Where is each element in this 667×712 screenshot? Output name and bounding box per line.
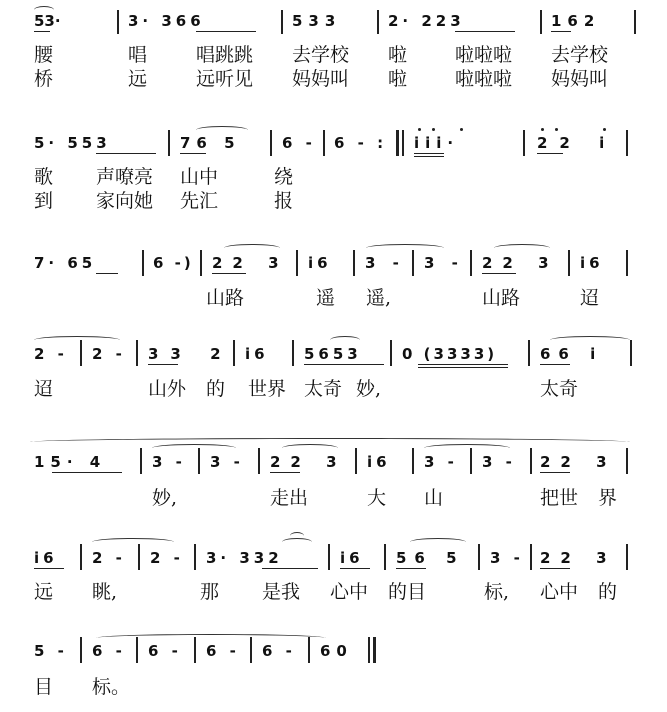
slur [224,244,280,252]
lyric: 啦 [388,44,408,66]
underline [262,568,318,569]
note-group: i6 [367,453,391,471]
note-group: i6 [34,549,58,567]
barline [140,448,142,474]
underline [96,273,118,274]
lyric: 的 [598,581,618,603]
barline [136,340,138,366]
lyric: 太奇 [540,378,579,400]
lyric: 的 [206,378,226,400]
note-group: 53· [34,12,61,30]
lyric: 的目 [388,581,427,603]
note-group: 22 3 [270,453,347,471]
note-group: 60 [320,642,353,660]
barline [568,250,570,276]
note-group: 2 - [92,549,126,567]
slur [424,444,510,452]
note-group: 6 - [262,642,296,660]
note-group: i6 [245,345,269,363]
lyric: 啦啦啦 [455,68,513,90]
barline [377,10,379,34]
barline [270,130,272,156]
note-group: i6 [308,254,332,272]
lyric: 妈妈叫 [551,68,609,90]
lyric: 家向她 [96,190,154,212]
underline [396,568,426,569]
lyric: 心中 [540,581,579,603]
note-group: 6 - [92,642,126,660]
note-group: 3 - [152,453,186,471]
lyric: 妙, [356,378,382,400]
note-group: 7· 65 [34,254,97,272]
slur [550,336,630,344]
barline [323,130,325,156]
note-group: i6 [580,254,604,272]
underline [540,472,570,473]
lyric: 去学校 [292,44,350,66]
note-group: 5· 553 [34,134,111,152]
note-group: 5653 [304,345,362,363]
lyric: 心中 [330,581,369,603]
note-group: 3· 366 [128,12,205,30]
underline [418,367,508,368]
final-barline-thin [368,637,370,663]
barline [626,448,628,474]
barline [136,637,138,663]
slur [92,538,174,546]
note-group: 15· 4 [34,453,107,471]
note-group: 2· 223 [388,12,465,30]
barline [540,10,542,34]
lyric: 目 [34,676,54,698]
lyric: 山路 [482,287,521,309]
barline [308,637,310,663]
barline [384,544,386,570]
lyric: 遥 [316,287,336,309]
barline [390,340,392,366]
lyric: 唱 [128,44,148,66]
note-group: 66 i [540,345,604,363]
note-group: 76 5 [180,134,241,152]
barline [626,544,628,570]
lyric: 山 [424,487,444,509]
underline [34,31,50,32]
note-group: 3 - [424,453,458,471]
lyric: 太奇 [304,378,343,400]
slur [196,126,248,134]
barline [470,250,472,276]
barline [626,130,628,156]
high-dot [541,128,544,131]
underline [52,472,122,473]
barline [233,340,235,366]
lyric: 是我 [262,581,301,603]
slur [34,6,54,14]
slur [34,336,120,344]
lyric: 歌 [34,166,54,188]
high-dot [555,128,558,131]
final-barline-thick [373,637,376,663]
underline [537,153,563,154]
note-group: 33 2 [148,345,233,363]
underline [212,273,246,274]
note-group: 2 - [34,345,68,363]
note-group: 6 -) [153,254,194,272]
lyric: 迢 [34,378,54,400]
lyric: 先汇 [180,190,219,212]
barline [250,637,252,663]
note-group: 0 (3333) [402,345,498,363]
slur [494,244,550,252]
barline [296,250,298,276]
underline [304,364,384,365]
underline [414,153,444,154]
lyric: 山中 [180,166,219,188]
barline [200,250,202,276]
barline [412,448,414,474]
note-group: 6 - : [334,134,388,152]
barline [353,250,355,276]
note-group: i6 [340,549,364,567]
underline [96,153,156,154]
slur [410,538,466,546]
note-group: 3 - [424,254,464,272]
note-group: 22 i [537,134,617,152]
lyric: 标。 [92,676,131,698]
repeat-barline [396,130,399,156]
lyric: 远听见 [196,68,254,90]
lyric: 遥, [366,287,392,309]
slur [152,444,236,452]
note-group: 6 - [206,642,240,660]
lyric: 那 [200,581,220,603]
barline [194,544,196,570]
note-group: 3 - [365,254,405,272]
note-group: 6 - [148,642,182,660]
note-group: 22 3 [482,254,559,272]
barline [530,448,532,474]
note-group: 22 3 [540,549,617,567]
lyric: 眺, [92,581,118,603]
note-group: 3 - [210,453,244,471]
lyric: 世界 [248,378,287,400]
underline [418,364,508,365]
underline [540,364,570,365]
lyric: 界 [598,487,618,509]
lyric: 远 [34,581,54,603]
barline [328,544,330,570]
note-group: 6 - [282,134,316,152]
note-group: 22 3 [540,453,617,471]
underline [196,31,256,32]
fermata [290,532,304,540]
underline [551,31,571,32]
barline [528,340,530,366]
barline [412,250,414,276]
note-group: 3· 332 [206,549,283,567]
underline [180,153,206,154]
lyric: 山外 [148,378,187,400]
slur [366,244,444,252]
lyric: 桥 [34,68,54,90]
underline [34,568,64,569]
lyric: 大 [367,487,387,509]
underline [270,472,300,473]
note-group: 22 3 [212,254,289,272]
lyric: 走出 [270,487,309,509]
barline [80,544,82,570]
lyric: 远 [128,68,148,90]
lyric: 妙, [152,487,178,509]
note-group: 2 - [150,549,184,567]
underline [414,156,444,157]
barline [626,250,628,276]
barline [478,544,480,570]
note-group: 162 [551,12,601,30]
underline [340,568,370,569]
barline [138,544,140,570]
lyric: 把世 [540,487,579,509]
note-group: 5 - [34,642,68,660]
note-group: iii· [414,134,460,152]
lyric: 山路 [206,287,245,309]
lyric: 绕 [274,166,294,188]
slur [282,444,338,452]
barline [355,448,357,474]
barline [142,250,144,276]
barline [80,637,82,663]
high-dot [432,128,435,131]
barline [281,10,283,34]
barline [630,340,632,366]
lyric: 妈妈叫 [292,68,350,90]
underline [148,364,178,365]
lyric: 到 [34,190,54,212]
barline [402,130,404,156]
barline [258,448,260,474]
high-dot [460,128,463,131]
note-group: 2 - [92,345,126,363]
barline [194,637,196,663]
lyric: 迢 [580,287,600,309]
lyric: 报 [274,190,294,212]
barline [168,130,170,156]
high-dot [603,128,606,131]
barline [634,10,636,34]
slur [96,634,326,642]
high-dot [418,128,421,131]
underline [540,568,570,569]
lyric: 啦 [388,68,408,90]
lyric: 标, [484,581,510,603]
note-group: 56 5 [396,549,465,567]
slur [330,336,360,344]
lyric: 声嘹亮 [96,166,154,188]
note-group: 3 - [490,549,524,567]
barline [523,130,525,156]
underline [482,273,516,274]
note-group: 3 - [482,453,516,471]
barline [530,544,532,570]
barline [117,10,119,34]
lyric: 啦啦啦 [455,44,513,66]
lyric: 唱跳跳 [196,44,254,66]
lyric: 腰 [34,44,54,66]
underline [455,31,515,32]
note-group: 533 [292,12,342,30]
barline [292,340,294,366]
lyric: 去学校 [551,44,609,66]
